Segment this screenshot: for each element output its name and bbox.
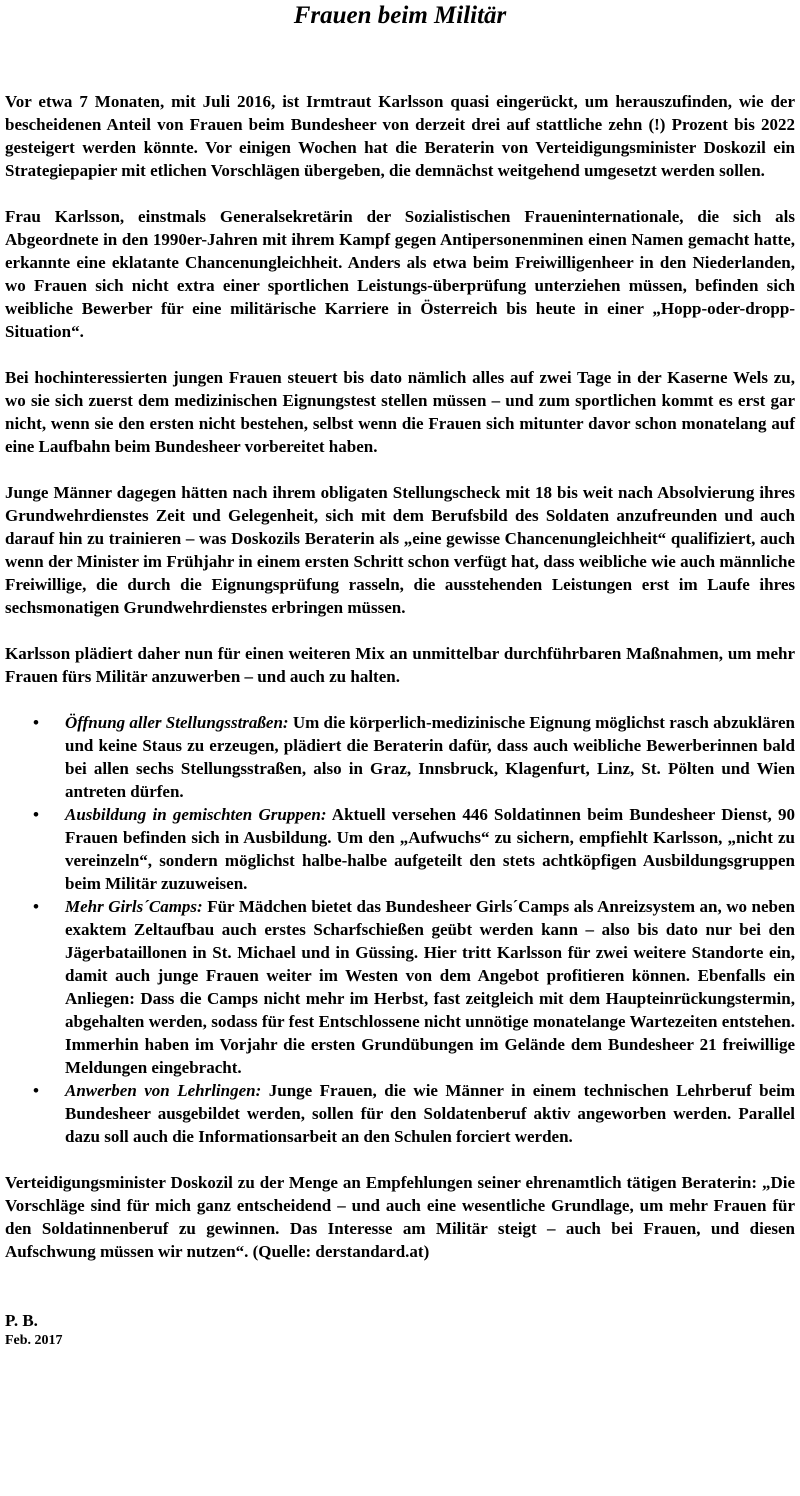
bullet-dot: • bbox=[33, 1081, 39, 1100]
bullet-dot: • bbox=[33, 713, 39, 732]
bullet-dot: • bbox=[33, 805, 39, 824]
list-item bbox=[5, 895, 795, 1079]
bullet-heading: Öffnung aller Stellungsstraßen: bbox=[65, 713, 289, 732]
paragraph-young-men: Junge Männer dagegen hätten nach ihrem obligaten Stellungscheck mit 18 bis weit nach Absolvierung ihres Grundwehrdienstes Zeit und Gelegenheit, sich mit dem Berufsbild des Soldaten anzufreunden und auch darauf hin zu trainieren – was Doskozils Beraterin als „eine gewisse Chancenungleichheit“ qualifiziert, auch wenn der Minister im Frühjahr in einem ersten Schritt schon verfügt hat, dass weibliche wie auch männliche Freiwillige, die durch die Eignungsprüfung rasseln, die ausstehenden Leistungen erst im Laufe ihres sechsmonatigen Grundwehrdienstes erbringen müssen. bbox=[5, 483, 795, 617]
bullet-text: Um die körperlich-medizinische Eignung möglichst rasch abzuklären und keine Staus zu erzeugen, plädiert die Beraterin dafür, dass auch weibliche Bewerberinnen bald bei allen sechs Stellungsstraßen, also in Graz, Innsbruck, Klagenfurt, Linz, St. Pölten und Wien antreten dürfen. bbox=[65, 713, 795, 801]
paragraph-karlsson: Frau Karlsson, einstmals Generalsekretärin der Sozialistischen Fraueninternationale, die sich als Abgeordnete in den 1990er-Jahren mit ihrem Kampf gegen Antipersonenminen einen Namen gemacht hatte, erkannte eine eklatante Chancenungleichheit. Anders als etwa beim Freiwilligenheer in den Niederlanden, wo Frauen sich nicht extra einer sportlichen Leistungs-überprüfung unterziehen müssen, befinden sich weibliche Bewerber für eine militärische Karriere in Österreich bis heute in einer „Hopp-oder-dropp-Situation“. bbox=[5, 207, 795, 341]
bullet-dot: • bbox=[33, 897, 39, 916]
bullet-heading: Anwerben von Lehrlingen: bbox=[65, 1081, 262, 1100]
list-item bbox=[5, 803, 795, 895]
measures-list bbox=[5, 711, 795, 1148]
author-signature: P. B. bbox=[5, 1311, 38, 1330]
document-title: Frauen beim Militär bbox=[293, 2, 507, 29]
list-item bbox=[5, 711, 795, 803]
bullet-text: Für Mädchen bietet das Bundesheer Girls´Camps als Anreizsystem an, wo neben exaktem Zeltaufbau auch erstes Scharfschießen geübt werden kann – also bis dato nur bei den Jägerbataillonen in St. Michael und in Güssing. Hier tritt Karlsson für zwei weitere Standorte ein, damit auch junge Frauen weiter im Westen von dem Angebot profitieren können. Ebenfalls ein Anliegen: Dass die Camps nicht mehr im Herbst, fast zeitgleich mit dem Haupteinrückungstermin, abgehalten werden, sodass für fest Entschlossene nicht unnötige monatelange Wartezeiten entstehen. Immerhin haben im Vorjahr die ersten Grundübungen im Gelände dem Bundesheer 21 freiwillige Meldungen eingebracht. bbox=[65, 897, 795, 1077]
paragraph-intro: Vor etwa 7 Monaten, mit Juli 2016, ist Irmtraut Karlsson quasi eingerückt, um herauszufinden, wie der bescheidenen Anteil von Frauen beim Bundesheer von derzeit drei auf stattliche zehn (!) Prozent bis 2022 gesteigert werden könnte. Vor einigen Wochen hat die Beraterin von Verteidigungsminister Doskozil ein Strategiepapier mit etlichen Vorschlägen übergeben, die demnächst weitgehend umgesetzt werden sollen. bbox=[5, 92, 795, 180]
paragraph-measures: Karlsson plädiert daher nun für einen weiteren Mix an unmittelbar durchführbaren Maßnahmen, um mehr Frauen fürs Militär anzuwerben – und auch zu halten. bbox=[5, 644, 795, 686]
list-item bbox=[5, 1079, 795, 1148]
bullet-heading: Ausbildung in gemischten Gruppen: bbox=[65, 805, 327, 824]
paragraph-young-women: Bei hochinteressierten jungen Frauen steuert bis dato nämlich alles auf zwei Tage in der Kaserne Wels zu, wo sie sich zuerst dem medizinischen Eignungstest stellen müssen – und zum sportlichen kommt es erst gar nicht, wenn sie den ersten nicht bestehen, selbst wenn die Frauen sich mitunter davor schon monatelang auf eine Laufbahn beim Bundesheer vorbereitet haben. bbox=[5, 368, 795, 456]
document-page bbox=[5, 0, 795, 1350]
bullet-text: Junge Frauen, die wie Männer in einem technischen Lehrberuf beim Bundesheer ausgebildet werden, sollen für den Soldatenberuf aktiv angeworben werden. Parallel dazu soll auch die Informationsarbeit an den Schulen forciert werden. bbox=[65, 1081, 795, 1146]
bullet-heading: Mehr Girls´Camps: bbox=[65, 897, 203, 916]
bullet-text: Aktuell versehen 446 Soldatinnen beim Bundesheer Dienst, 90 Frauen befinden sich in Ausbildung. Um den „Aufwuchs“ zu sichern, empfiehlt Karlsson, „nicht zu vereinzeln“, sondern möglichst halbe-halbe aufgeteilt den stets achtköpfigen Ausbildungsgruppen beim Militär zuzuweisen. bbox=[65, 805, 796, 893]
publication-date: Feb. 2017 bbox=[5, 1333, 63, 1348]
paragraph-closing: Verteidigungsminister Doskozil zu der Menge an Empfehlungen seiner ehrenamtlich tätigen Beraterin: „Die Vorschläge sind für mich ganz entscheidend – und auch eine wesentliche Grundlage, um mehr Frauen für den Soldatinnenberuf zu gewinnen. Das Interesse am Militär steigt – auch bei Frauen, und diesen Aufschwung müssen wir nutzen“. (Quelle: derstandard.at) bbox=[5, 1173, 795, 1261]
